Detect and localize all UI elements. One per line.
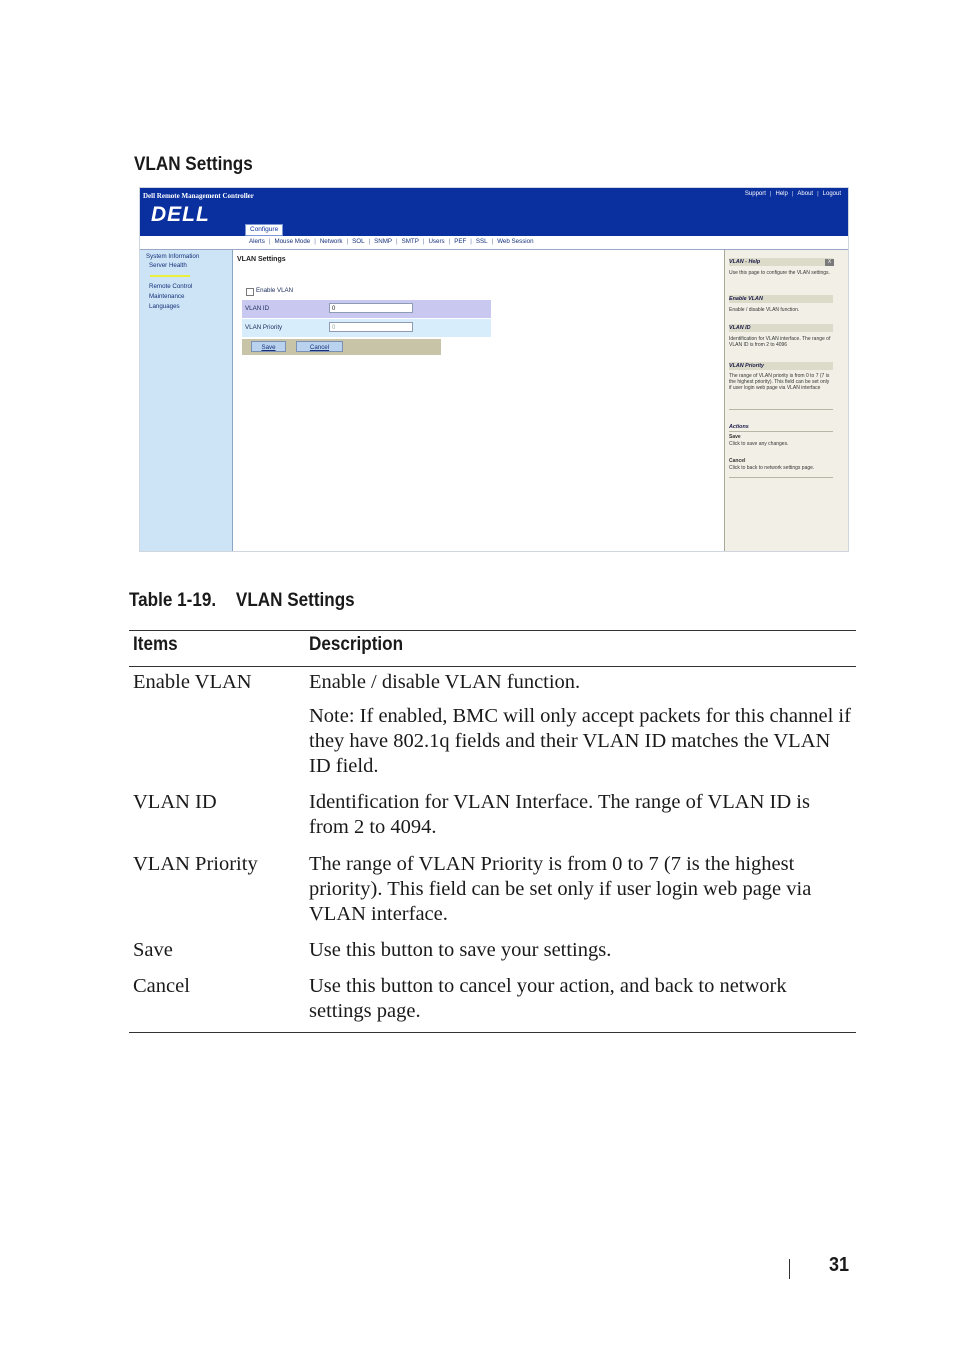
table-cell-note: Note: If enabled, BMC will only accept packets for this channel if they have 802.1q fields and their VLAN ID matches the VLAN ID field. [309, 705, 851, 777]
table-cell-description: Use this button to save your settings. [309, 939, 612, 961]
vlan-settings-panel [233, 250, 723, 551]
nav-alerts[interactable]: Alerts [249, 238, 265, 245]
enable-vlan-row [242, 285, 491, 300]
help-divider [729, 477, 833, 478]
left-nav-remote-control[interactable]: Remote Control [149, 283, 193, 290]
configure-nav: Alerts | Mouse Mode | Network | SOL | SNMP | SMTP | Users | PEF | SSL | Web Session [140, 236, 848, 250]
page-number: 31 [829, 1254, 850, 1276]
table-cell-item: Enable VLAN [133, 671, 252, 693]
help-cancel-text: Click to back to network settings page. [729, 465, 815, 471]
table-number: Table 1-19. [129, 590, 217, 611]
table-cell-description: Identification for VLAN Interface. The range of VLAN ID is from 2 to 4094. [309, 791, 810, 838]
selected-marker [150, 275, 190, 277]
help-priority-title: VLAN Priority [729, 363, 765, 369]
help-title: VLAN - Help [729, 259, 761, 265]
button-bar [242, 339, 441, 355]
help-divider [729, 409, 833, 410]
dell-logo: DELL [151, 203, 210, 226]
page-separator [789, 1259, 790, 1279]
nav-ssl[interactable]: SSL [475, 238, 488, 245]
help-cancel-title: Cancel [729, 458, 746, 464]
enable-vlan-label: Enable VLAN [256, 287, 294, 294]
vlan-priority-input[interactable]: 0 [329, 322, 413, 332]
table-cell-item: Cancel [133, 975, 190, 997]
enable-vlan-checkbox[interactable] [246, 288, 254, 296]
cancel-button[interactable]: Cancel [296, 341, 343, 352]
table-title: VLAN Settings [235, 590, 355, 611]
nav-web-session[interactable]: Web Session [497, 238, 534, 245]
table-cell-description: The range of VLAN Priority is from 0 to 7 (7 is the highest priority). This field can be set only if user login web page via VLAN interface. [309, 853, 812, 925]
table-cell-item: VLAN ID [133, 791, 217, 813]
vlan-id-label: VLAN ID [245, 305, 270, 312]
app-title: Dell Remote Management Controller [143, 192, 254, 200]
help-id-title: VLAN ID [729, 325, 751, 331]
left-nav-server-health[interactable]: Server Health [149, 262, 187, 269]
table-top-rule [129, 630, 856, 631]
help-id-text: Identification for VLAN interface. The range of VLAN ID is from 2 to 4096 [729, 336, 831, 349]
section-heading: VLAN Settings [134, 154, 253, 175]
vlan-settings-screenshot [139, 187, 849, 552]
top-links: Support | Help | About | Logout [741, 191, 845, 197]
table-cell-description: Use this button to cancel your action, and back to network settings page. [309, 975, 787, 1022]
support-link[interactable]: Support [744, 191, 766, 197]
left-nav [140, 250, 233, 551]
vlan-id-row [242, 300, 491, 318]
help-priority-text: The range of VLAN priority is from 0 to 7 (7 is the highest priority). This field can be set only if user login web page via VLAN interface [729, 373, 830, 392]
help-actions-title: Actions [729, 424, 749, 430]
table-cell-description: Enable / disable VLAN function. [309, 671, 581, 693]
left-nav-languages[interactable]: Languages [149, 303, 180, 310]
nav-smtp[interactable]: SMTP [401, 238, 419, 245]
about-link[interactable]: About [797, 191, 814, 197]
header-bar [140, 188, 848, 236]
tab-configure[interactable]: Configure [245, 224, 283, 236]
vlan-priority-row [242, 319, 491, 337]
save-button[interactable]: Save [251, 341, 286, 352]
help-divider [729, 431, 833, 432]
help-enable-title: Enable VLAN [729, 296, 763, 302]
help-intro: Use this page to configure the VLAN settings. [729, 270, 830, 276]
nav-users[interactable]: Users [428, 238, 445, 245]
left-nav-system-information[interactable]: System Information [146, 253, 200, 260]
help-panel [724, 250, 849, 551]
help-enable-text: Enable / disable VLAN function. [729, 307, 800, 313]
nav-sol[interactable]: SOL [352, 238, 365, 245]
header-description: Description [309, 634, 404, 655]
table-cell-item: VLAN Priority [133, 853, 258, 875]
panel-title: VLAN Settings [237, 256, 286, 263]
left-nav-maintenance[interactable]: Maintenance [149, 293, 185, 300]
logout-link[interactable]: Logout [822, 191, 841, 197]
help-link[interactable]: Help [775, 191, 788, 197]
header-items: Items [133, 634, 178, 655]
nav-pef[interactable]: PEF [454, 238, 467, 245]
nav-network[interactable]: Network [319, 238, 343, 245]
close-icon[interactable]: X [825, 259, 834, 266]
nav-snmp[interactable]: SNMP [374, 238, 393, 245]
table-header-rule [129, 666, 856, 667]
vlan-priority-label: VLAN Priority [245, 324, 283, 331]
nav-mouse-mode[interactable]: Mouse Mode [274, 238, 311, 245]
help-save-title: Save [729, 434, 741, 440]
help-save-text: Click to save any changes. [729, 441, 789, 447]
table-cell-item: Save [133, 939, 173, 961]
vlan-id-input[interactable]: 0 [329, 303, 413, 313]
table-bottom-rule [129, 1032, 856, 1033]
table-caption [129, 590, 355, 612]
